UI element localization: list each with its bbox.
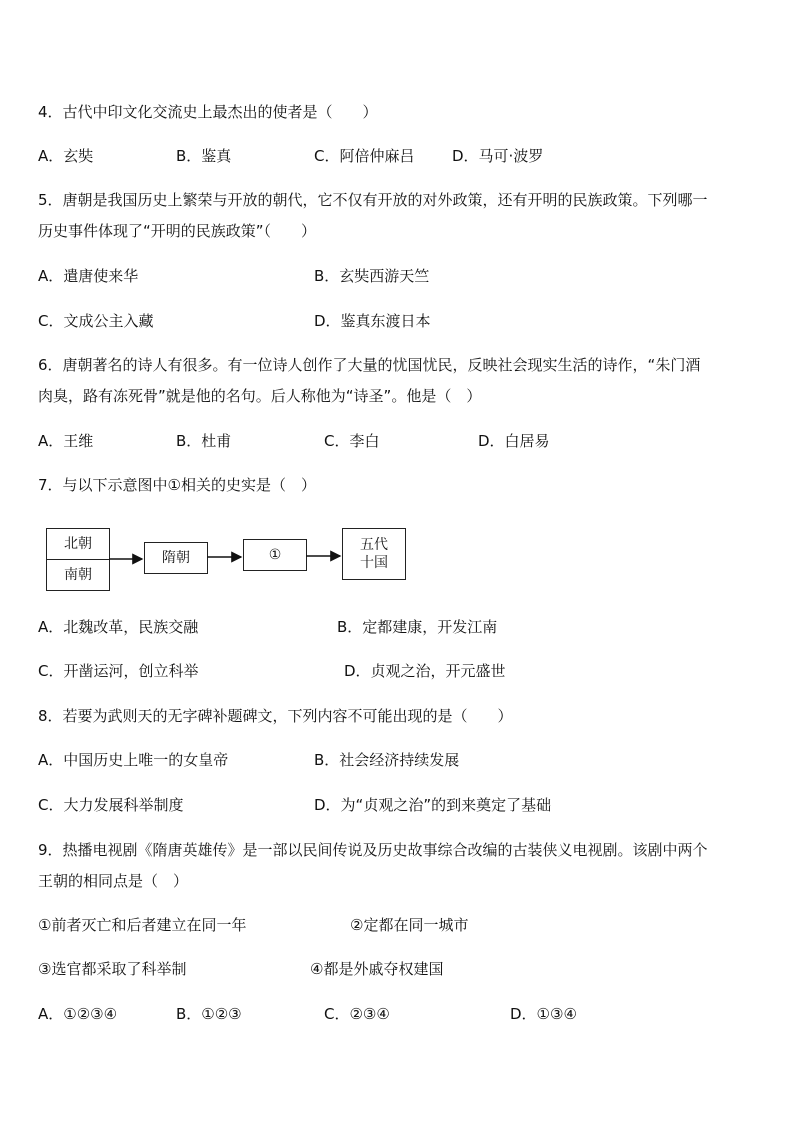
diagram-box-north: 北朝 — [46, 528, 110, 560]
q9-option-c[interactable]: C．②③④ — [324, 1005, 390, 1023]
question-9-stem-line2: 王朝的相同点是（ ） — [38, 872, 189, 890]
q5-option-d[interactable]: D．鉴真东渡日本 — [314, 312, 431, 330]
q7-option-d[interactable]: D．贞观之治，开元盛世 — [344, 662, 506, 680]
question-9-stem-line1: 9．热播电视剧《隋唐英雄传》是一部以民间传说及历史故事综合改编的古装侠义电视剧。该剧中两个 — [38, 841, 708, 859]
q7-option-b[interactable]: B．定都建康，开发江南 — [337, 618, 498, 636]
q7-option-a[interactable]: A．北魏改革，民族交融 — [38, 618, 199, 636]
q5-option-a[interactable]: A．遣唐使来华 — [38, 267, 139, 285]
q9-statement-1: ①前者灭亡和后者建立在同一年 — [38, 916, 247, 934]
q6-option-c[interactable]: C．李白 — [324, 432, 380, 450]
q9-option-b[interactable]: B．①②③ — [176, 1005, 242, 1023]
q9-option-a[interactable]: A．①②③④ — [38, 1005, 118, 1023]
q6-option-b[interactable]: B．杜甫 — [176, 432, 232, 450]
q9-option-d[interactable]: D．①③④ — [510, 1005, 577, 1023]
q6-option-a[interactable]: A．王维 — [38, 432, 94, 450]
question-6-stem-line2: 肉臭，路有冻死骨”就是他的名句。后人称他为“诗圣”。他是（ ） — [38, 387, 482, 405]
q7-option-c[interactable]: C．开凿运河，创立科举 — [38, 662, 199, 680]
diagram-wudai-line1: 五代 — [360, 537, 388, 553]
q4-option-d[interactable]: D．马可·波罗 — [452, 147, 544, 165]
q4-option-c[interactable]: C．阿倍仲麻吕 — [314, 147, 415, 165]
question-8-stem: 8．若要为武则天的无字碑补题碑文，下列内容不可能出现的是（ ） — [38, 707, 513, 725]
q8-option-a[interactable]: A．中国历史上唯一的女皇帝 — [38, 751, 229, 769]
q5-option-b[interactable]: B．玄奘西游天竺 — [314, 267, 430, 285]
q8-option-c[interactable]: C．大力发展科举制度 — [38, 796, 184, 814]
q9-statement-2: ②定都在同一城市 — [350, 916, 469, 934]
diagram-box-sui: 隋朝 — [144, 542, 208, 574]
diagram-wudai-line2: 十国 — [360, 555, 388, 571]
q6-option-d[interactable]: D．白居易 — [478, 432, 550, 450]
q4-option-a[interactable]: A．玄奘 — [38, 147, 94, 165]
q9-statement-3: ③选官都采取了科举制 — [38, 960, 187, 978]
q4-option-b[interactable]: B．鉴真 — [176, 147, 232, 165]
question-4-stem: 4．古代中印文化交流史上最杰出的使者是（ ） — [38, 103, 378, 121]
q9-statement-4: ④都是外戚夺权建国 — [310, 960, 444, 978]
question-5-stem-line2: 历史事件体现了“开明的民族政策”（ ） — [38, 222, 317, 240]
diagram-box-south: 南朝 — [46, 559, 110, 591]
question-6-stem-line1: 6．唐朝著名的诗人有很多。有一位诗人创作了大量的忧国忧民，反映社会现实生活的诗作，“朱门酒 — [38, 356, 701, 374]
diagram-box-unknown: ① — [243, 539, 307, 571]
question-5-stem-line1: 5．唐朝是我国历史上繁荣与开放的朝代，它不仅有开放的对外政策，还有开明的民族政策。下列哪一 — [38, 191, 708, 209]
q8-option-d[interactable]: D．为“贞观之治”的到来奠定了基础 — [314, 796, 552, 814]
question-7-stem: 7．与以下示意图中①相关的史实是（ ） — [38, 476, 316, 494]
q8-option-b[interactable]: B．社会经济持续发展 — [314, 751, 460, 769]
q5-option-c[interactable]: C．文成公主入藏 — [38, 312, 154, 330]
